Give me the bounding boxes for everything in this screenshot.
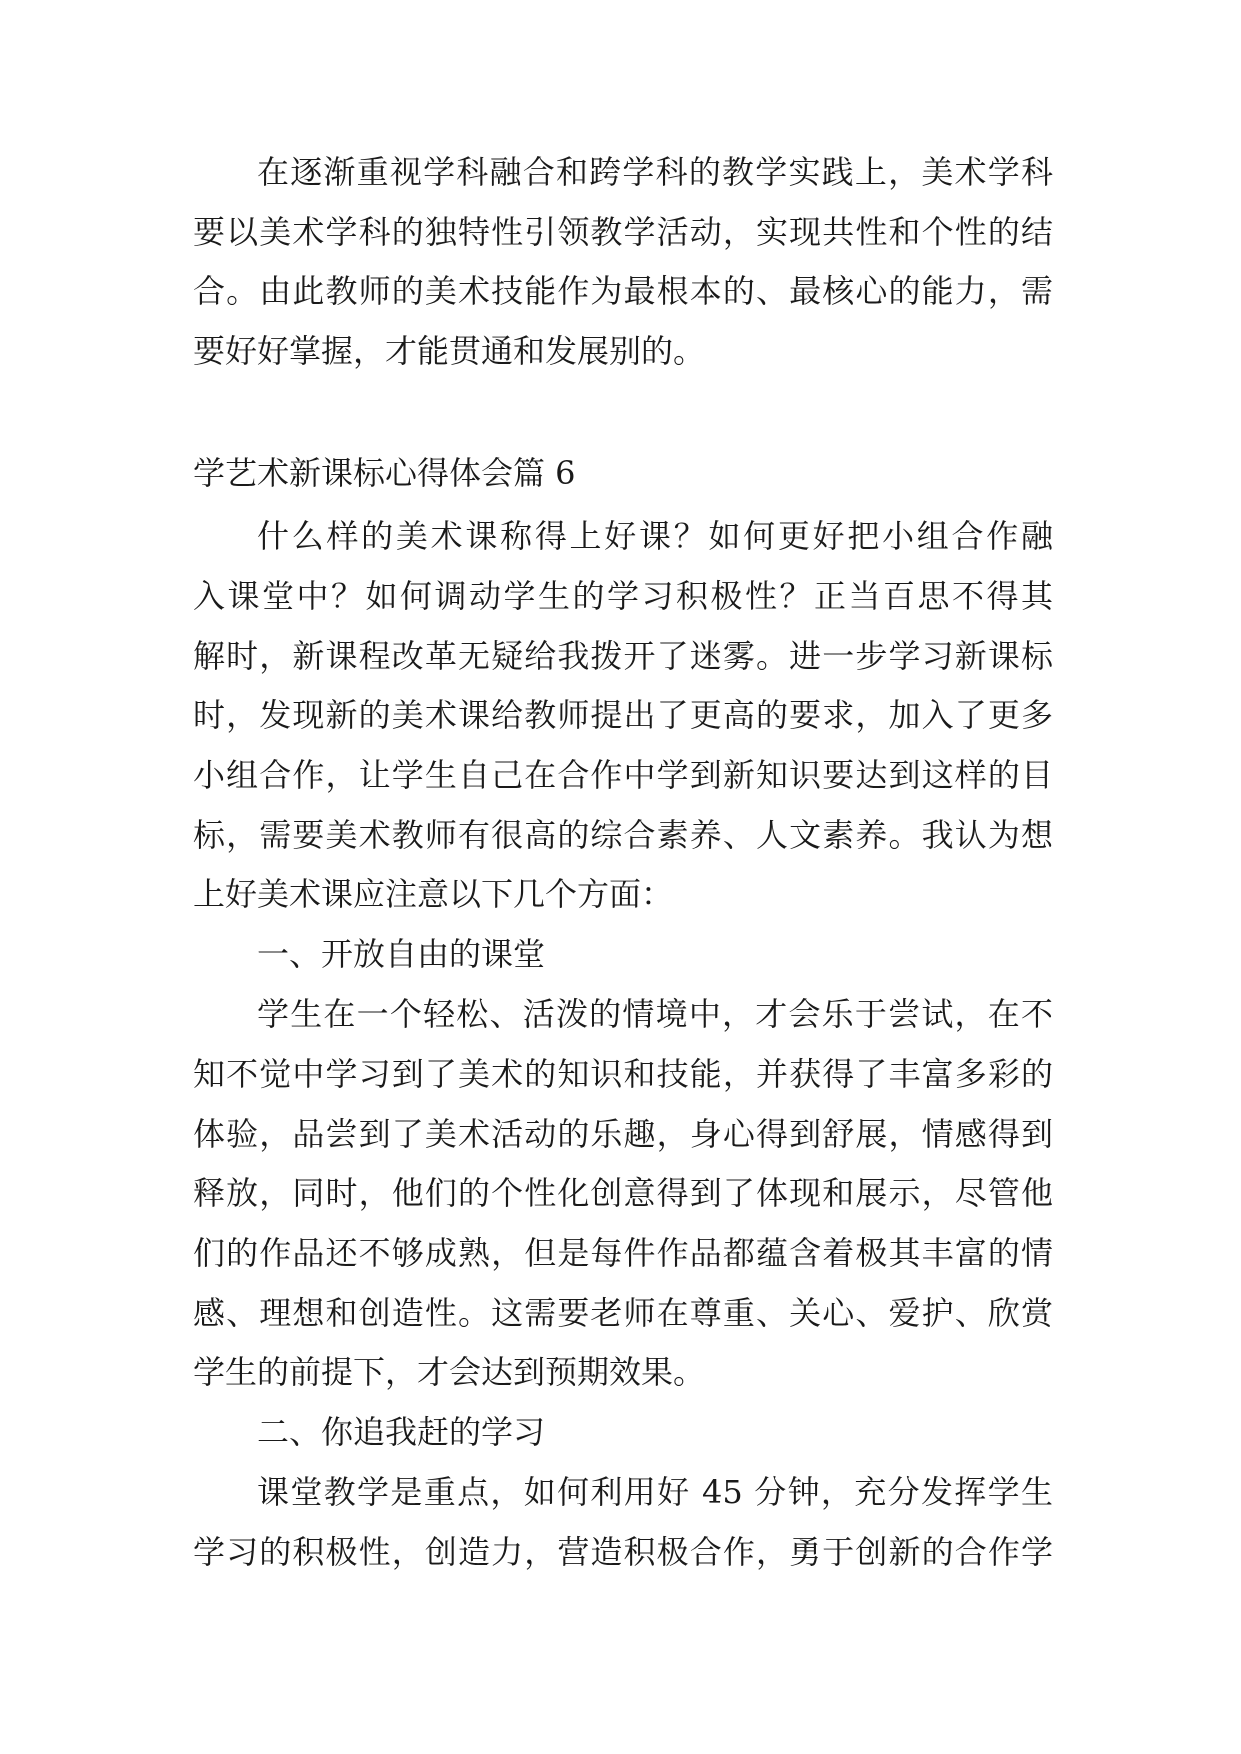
paragraph-3-line-7: 学生的前提下，才会达到预期效果。 [193, 1353, 706, 1391]
subheading-1: 一、开放自由的课堂 [257, 935, 546, 973]
paragraph-4-line-2: 学习的积极性，创造力，营造积极合作，勇于创新的合作学 [193, 1533, 1053, 1571]
paragraph-3-line-6: 感、理想和创造性。这需要老师在尊重、关心、爱护、欣赏 [193, 1294, 1053, 1332]
paragraph-1-line-1: 在逐渐重视学科融合和跨学科的教学实践上，美术学科 [257, 153, 1053, 191]
paragraph-2-line-6: 标，需要美术教师有很高的综合素养、人文素养。我认为想 [193, 816, 1053, 854]
paragraph-3-line-4: 释放，同时，他们的个性化创意得到了体现和展示，尽管他 [193, 1174, 1053, 1212]
paragraph-2-line-5: 小组合作，让学生自己在合作中学到新知识要达到这样的目 [193, 756, 1053, 794]
subheading-2: 二、你追我赶的学习 [257, 1413, 546, 1451]
paragraph-3-line-1: 学生在一个轻松、活泼的情境中，才会乐于尝试，在不 [257, 995, 1053, 1033]
paragraph-2-line-1: 什么样的美术课称得上好课？如何更好把小组合作融 [257, 517, 1053, 555]
paragraph-1-line-2: 要以美术学科的独特性引领教学活动，实现共性和个性的结 [193, 213, 1053, 251]
section-heading: 学艺术新课标心得体会篇 6 [193, 454, 576, 492]
paragraph-2-line-2: 入课堂中？如何调动学生的学习积极性？正当百思不得其 [193, 577, 1053, 615]
paragraph-2-line-4: 时，发现新的美术课给教师提出了更高的要求，加入了更多 [193, 696, 1053, 734]
paragraph-2-line-3: 解时，新课程改革无疑给我拨开了迷雾。进一步学习新课标 [193, 637, 1053, 675]
paragraph-1-line-3: 合。由此教师的美术技能作为最根本的、最核心的能力，需 [193, 272, 1053, 310]
paragraph-3-line-2: 知不觉中学习到了美术的知识和技能，并获得了丰富多彩的 [193, 1055, 1053, 1093]
paragraph-3-line-3: 体验，品尝到了美术活动的乐趣，身心得到舒展，情感得到 [193, 1115, 1053, 1153]
paragraph-1-line-4: 要好好掌握，才能贯通和发展别的。 [193, 332, 706, 370]
paragraph-3-line-5: 们的作品还不够成熟，但是每件作品都蕴含着极其丰富的情 [193, 1234, 1053, 1272]
paragraph-4-line-1: 课堂教学是重点，如何利用好 45 分钟，充分发挥学生 [257, 1473, 1053, 1511]
paragraph-2-line-7: 上好美术课应注意以下几个方面： [193, 875, 674, 913]
